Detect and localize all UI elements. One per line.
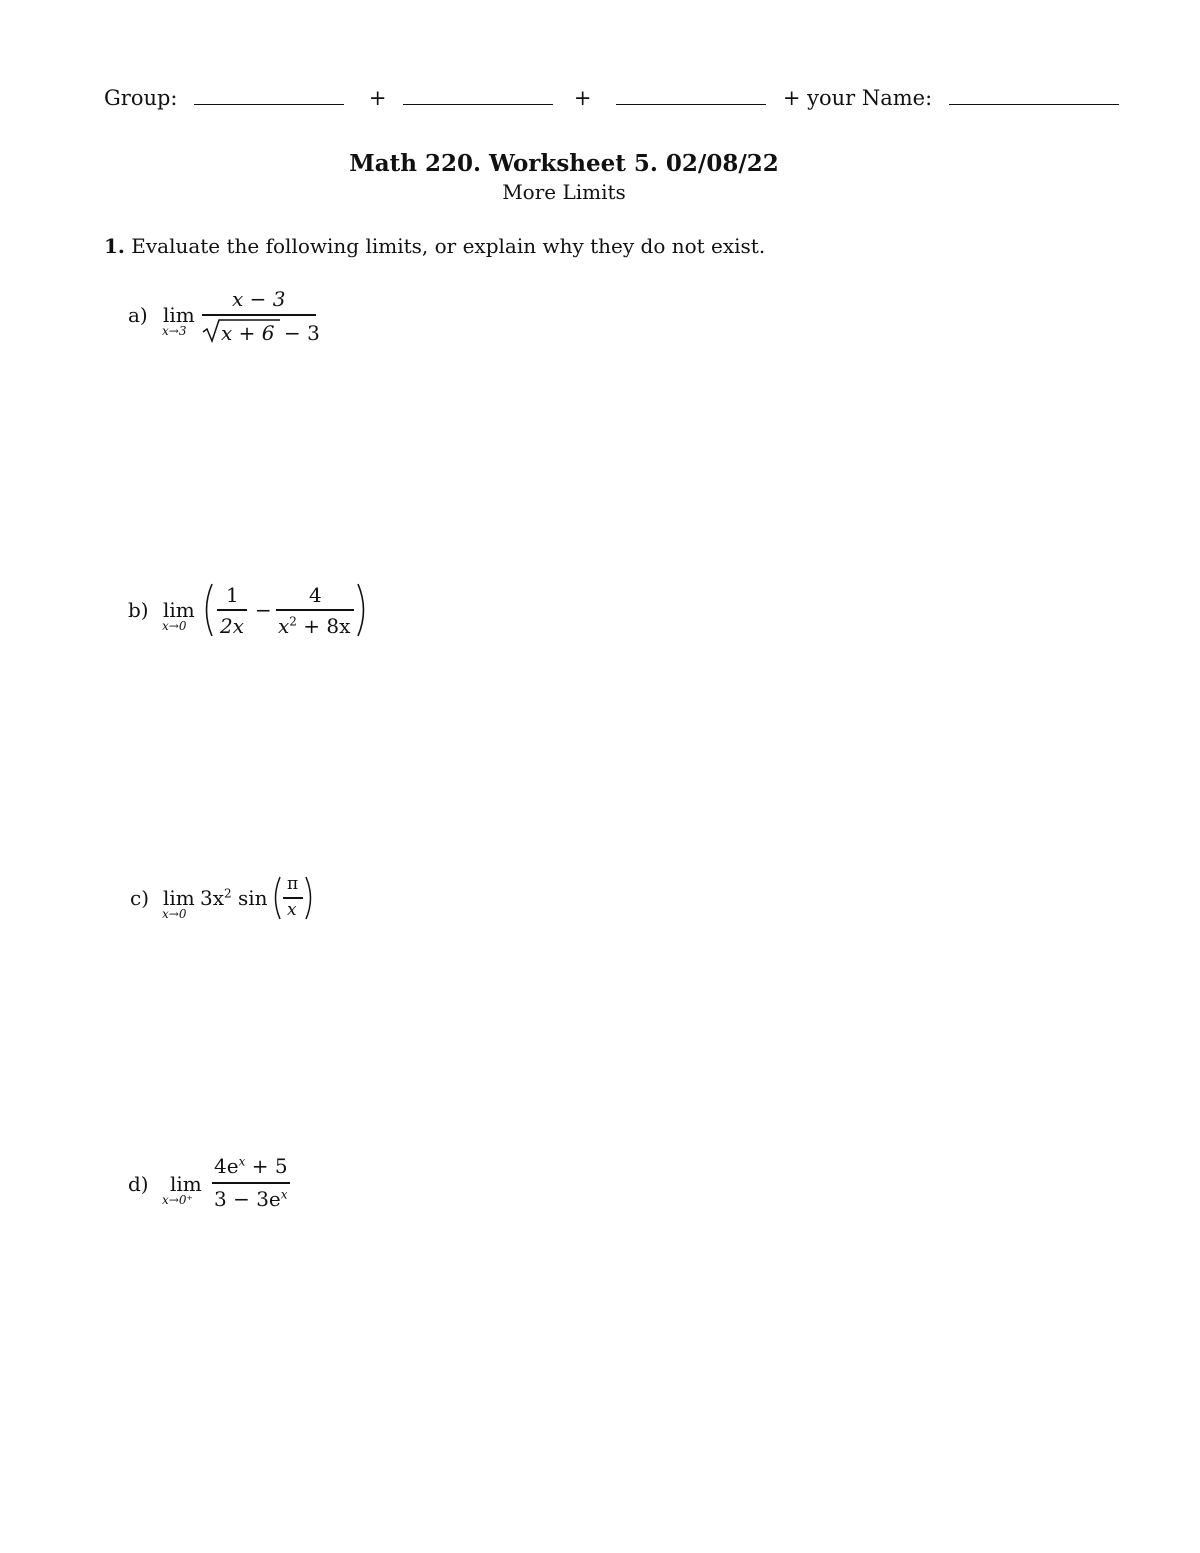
- denominator-rest: − 3: [284, 321, 320, 345]
- problem-number: 1.: [104, 234, 125, 258]
- lim-subscript: x→0⁺: [162, 1193, 193, 1207]
- right-paren: [356, 582, 370, 638]
- group-member-3-field[interactable]: [616, 86, 766, 105]
- fraction-bar: [202, 314, 316, 316]
- name-label: + your Name:: [782, 86, 933, 110]
- lim-subscript: x→0: [162, 907, 187, 921]
- lim-operator: lim: [163, 303, 195, 327]
- right-paren: [304, 875, 316, 921]
- group-member-1-field[interactable]: [194, 86, 344, 105]
- part-a-label: a): [128, 303, 148, 327]
- worksheet-title: Math 220. Worksheet 5. 02/08/22: [349, 150, 779, 177]
- worksheet-subtitle: More Limits: [502, 180, 626, 204]
- fraction-denominator: x: [287, 900, 297, 920]
- lim-operator: lim: [170, 1172, 202, 1196]
- problem-text: Evaluate the following limits, or explain why they do not exist.: [131, 234, 766, 258]
- left-paren: [270, 875, 282, 921]
- problem-prompt: [104, 234, 765, 258]
- part-c-label: c): [130, 886, 150, 910]
- fraction-bar: [283, 897, 303, 899]
- fraction-numerator: π: [287, 874, 299, 894]
- header-line: [104, 86, 1119, 110]
- lim-subscript: x→3: [162, 324, 187, 338]
- plus-sign: +: [573, 86, 592, 110]
- fraction-2-denominator: $x^2 + 8x$: [278, 614, 351, 638]
- coefficient: $3x^2$ sin: [200, 886, 268, 910]
- part-b-label: b): [128, 598, 149, 622]
- lim-operator: lim: [163, 598, 195, 622]
- fraction-bar: [217, 609, 247, 611]
- fraction-1-numerator: 1: [226, 583, 239, 607]
- part-d-label: d): [128, 1172, 149, 1196]
- plus-sign: +: [368, 86, 387, 110]
- numerator: x − 3: [232, 287, 286, 311]
- radicand: x + 6: [221, 321, 275, 345]
- numerator: $4e^x + 5$: [214, 1154, 288, 1178]
- fraction-bar: [276, 609, 354, 611]
- group-member-2-field[interactable]: [403, 86, 553, 105]
- your-name-field[interactable]: [949, 86, 1119, 105]
- minus-sign: −: [255, 598, 272, 622]
- lim-operator: lim: [163, 886, 195, 910]
- denominator: $3 - 3e^x$: [214, 1187, 288, 1211]
- fraction-bar: [212, 1182, 290, 1184]
- fraction-2-numerator: 4: [309, 583, 322, 607]
- group-label: Group:: [104, 86, 178, 110]
- lim-subscript: x→0: [162, 619, 187, 633]
- left-paren: [200, 582, 214, 638]
- fraction-1-denominator: 2x: [220, 614, 245, 638]
